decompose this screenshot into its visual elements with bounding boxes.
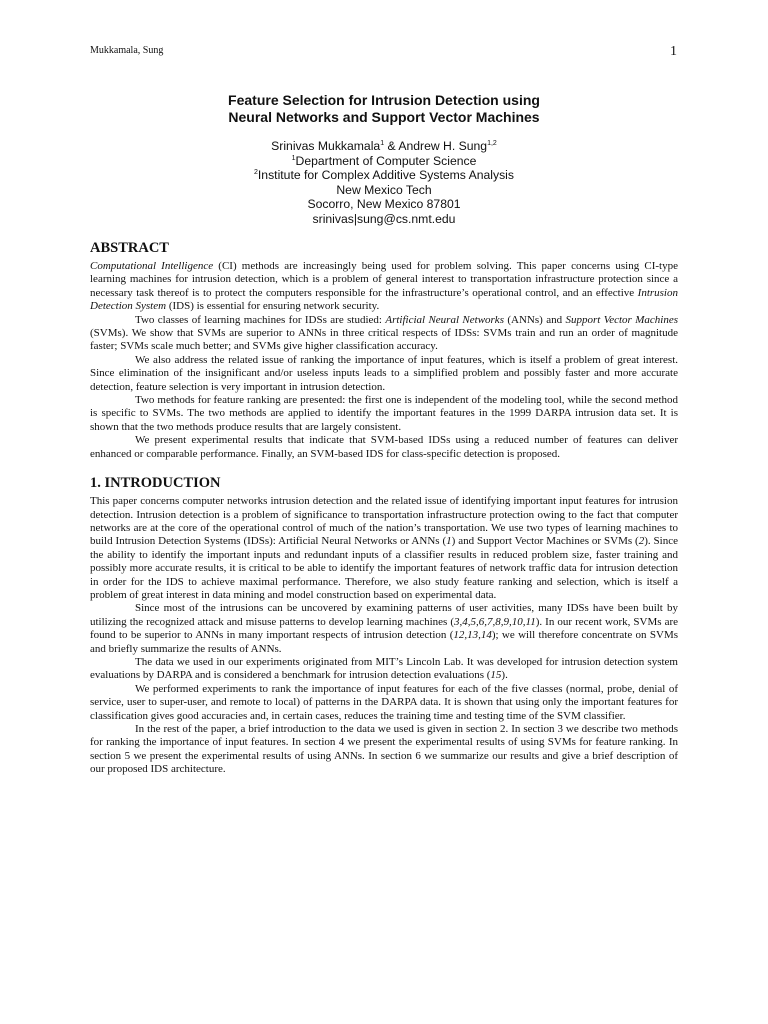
introduction-heading: 1. INTRODUCTION (90, 475, 221, 492)
italic-term: Artificial Neural Networks (385, 313, 504, 326)
affiliation-1 (90, 154, 678, 169)
italic-term: Computational Intelligence (90, 260, 214, 272)
intro-paragraph-5: In the rest of the paper, a brief introduction to the data we used is given in section 2. In section 3 we describe two methods for ranking the importance of input features. In section 4 we present the experimental results of using SVMs for feature ranking. In section 5 we present the experimental results of using ANNs. In section 6 we summarize our results and give a brief description of our proposed IDS architecture. (90, 723, 678, 776)
running-header-author: Mukkamala, Sung (90, 45, 164, 56)
title-block (90, 92, 678, 227)
address: Socorro, New Mexico 87801 (307, 197, 461, 212)
affiliation-2-mark: 2 (254, 169, 258, 177)
italic-term: Support Vector Machines (565, 313, 678, 326)
affiliation-1-text: Department of Computer Science (295, 153, 477, 168)
institution: New Mexico Tech (336, 182, 432, 197)
citation: 12,13,14 (453, 629, 492, 642)
affiliation-1-mark: 1 (291, 154, 296, 162)
author-2: & Andrew H. Sung (384, 139, 488, 153)
author-names (90, 139, 678, 154)
intro-paragraph-3: The data we used in our experiments originated from MIT’s Lincoln Lab. It was developed for intrusion detection system evaluations by DARPA and is considered a benchmark for intrusion detection evaluations (15). (90, 655, 678, 682)
affiliation-2 (90, 168, 678, 183)
paper-title-line-2: Neural Networks and Support Vector Machines (228, 109, 540, 125)
abstract-paragraph-3: We also address the related issue of ranking the importance of input features, which is itself a problem of great interest. Since elimination of the insignificant and/or useless inputs leads to a simplified problem and possibly faster and more accurate detection, feature selection is very important in intrusion detection. (90, 353, 678, 393)
abstract-paragraph-1: Computational Intelligence (CI) methods are increasingly being used for problem solving. This paper concerns using CI-type learning machines for intrusion detection, which is a problem of general interest to transportation infrastructure protection since a necessary task thereof is to protect the computers responsible for the infrastructure’s operational control, and an effective Intrusion Detection System (IDS) is essential for ensuring network security. (90, 260, 678, 313)
abstract-heading: ABSTRACT (90, 240, 169, 256)
intro-paragraph-4: We performed experiments to rank the importance of input features for each of the five classes (normal, probe, denial of service, user to super-user, and remote to local) of patterns in the DARPA data. It is shown that using only the important features for classification gives good accuracies and, in certain cases, reduces the training time and testing time of the SVM classifier. (90, 682, 678, 722)
page-number: 1 (670, 44, 677, 59)
abstract-paragraph-5: We present experimental results that indicate that SVM-based IDSs using a reduced number of features can deliver enhanced or comparable performance. Finally, an SVM-based IDS for class-specific detection is proposed. (90, 434, 678, 460)
abstract-paragraph-4: Two methods for feature ranking are presented: the first one is independent of the modeling tool, while the second method is specific to SVMs. The two methods are applied to identify the important features in the 1999 DARPA intrusion data set. It is shown that the two methods produce results that are largely consistent. (90, 394, 678, 433)
affiliation-2-text: Institute for Complex Additive Systems Analysis (257, 168, 514, 183)
author-block (90, 139, 678, 227)
author-2-affiliation-mark: 1,2 (487, 139, 497, 147)
author-1-affiliation-mark: 1 (380, 139, 385, 147)
abstract-paragraph-2: Two classes of learning machines for IDSs are studied: Artificial Neural Networks (ANNs) and Support Vector Machines (SVMs). We show that SVMs are superior to ANNs in three critical respects of IDSs: SVMs train and run an order of magnitude faster; SVMs scale much better; and SVMs give higher classification accuracy. (90, 313, 678, 353)
intro-paragraph-2: Since most of the intrusions can be uncovered by examining patterns of user activities, many IDSs have been built by utilizing the recognized attack and misuse patterns to develop learning machines (3,4,5,6,7,8,9,10,11). In our recent work, SVMs are found to be superior to ANNs in many important respects of intrusion detection (12,13,14); we will therefore concentrate on SVMs and briefly summarize the results of ANNs. (90, 602, 678, 655)
citation: 1 (446, 535, 452, 548)
citation: 3,4,5,6,7,8,9,10,11 (454, 615, 536, 628)
intro-paragraph-1: This paper concerns computer networks intrusion detection and the related issue of identifying important input features for intrusion detection. Intrusion detection is a problem of significance to transportation infrastructure protection owing to the fact that computer networks are at the core of the operational control of much of the nation’s transportation. We use two types of learning machines to build Intrusion Detection Systems (IDSs): Artificial Neural Networks or ANNs (1) and Support Vector Machines or SVMs (2). Since the ability to identify the important inputs and redundant inputs of a classifier results in reduced problem size, faster training and possibly more accurate results, it is critical to be able to identify the important features of network traffic data for intrusion detection in order for the IDS to achieve maximal performance. Therefore, we also study feature ranking and selection, which is itself a problem of great interest in data mining and model construction based on experimental data. (90, 495, 678, 601)
body-text (90, 240, 678, 777)
italic-term: Intrusion Detection System (90, 286, 678, 313)
citation: 2 (638, 535, 645, 548)
citation: 15 (490, 669, 502, 682)
author-1: Srinivas Mukkamala (271, 139, 381, 153)
email: srinivas|sung@cs.nmt.edu (312, 211, 456, 226)
paper-title-line-1: Feature Selection for Intrusion Detection using (228, 92, 540, 108)
